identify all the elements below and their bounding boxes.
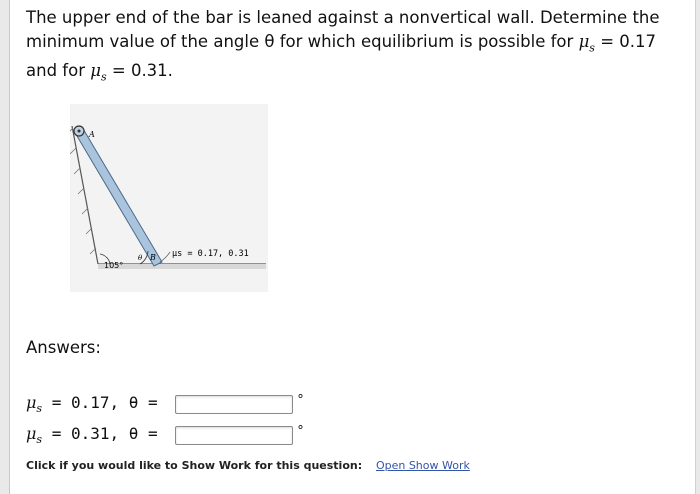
right-frame [695, 0, 700, 494]
open-show-work-link[interactable]: Open Show Work [375, 459, 470, 472]
label-b: B [150, 253, 156, 262]
label-a: A [89, 130, 95, 139]
bar [74, 127, 162, 266]
question-text [26, 6, 676, 89]
problem-figure [70, 104, 268, 292]
degree-unit-1: ° [297, 392, 304, 408]
show-work-prompt: Click if you would like to Show Work for this question: [26, 459, 363, 472]
bar-wall-diagram [70, 104, 268, 292]
question-part1: The upper end of the bar is leaned against a nonvertical wall. Determine the minimum value of the angle θ for which equilibrium is possible for [26, 8, 660, 51]
answer-row-2 [26, 424, 304, 446]
theta-input-1[interactable] [175, 395, 293, 414]
label-mu-values: μs = 0.17, 0.31 [172, 249, 249, 259]
label-105-deg: 105° [104, 261, 124, 270]
mu-s-symbol-2: $\mu_s$ [90, 61, 107, 84]
theta-input-2[interactable] [175, 426, 293, 445]
question-part3: = 0.31. [106, 61, 173, 81]
mu-s-symbol-1: $\mu_s$ [578, 31, 595, 54]
label-theta: θ [138, 254, 143, 262]
answer-row-1-label: $\mu_s = 0.17$, θ = [26, 393, 168, 416]
show-work-bar [26, 459, 470, 472]
answers-heading: Answers: [26, 338, 101, 357]
left-frame [0, 0, 10, 494]
answer-row-2-label: $\mu_s = 0.31$, θ = [26, 424, 168, 447]
degree-unit-2: ° [297, 423, 304, 439]
question-part2: = 0.17 and for [26, 31, 657, 81]
answer-row-1 [26, 393, 304, 415]
